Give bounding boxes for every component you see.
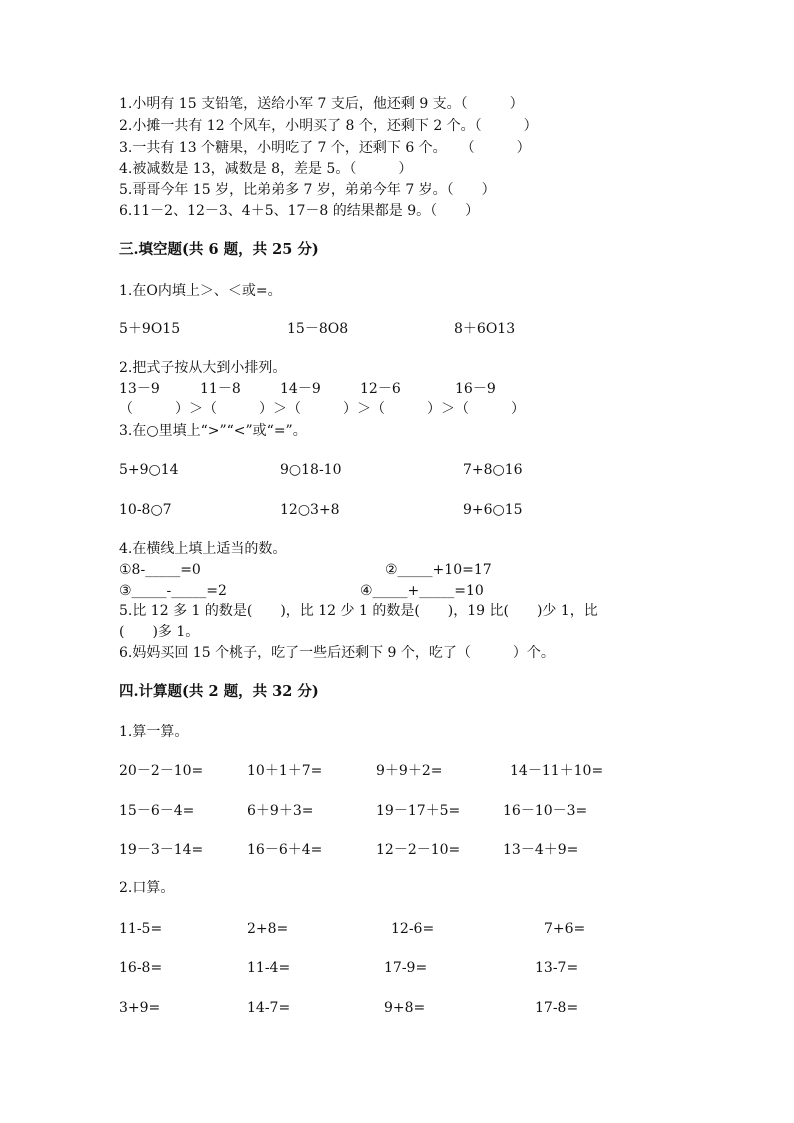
judge-q2: 2.小摊一共有 12 个风车，小明买了 8 个，还剩下 2 个。（ ） [119,118,538,134]
calc-item: 15－6－4= [119,803,195,819]
calc-item: 20－2－10= [119,763,204,779]
s3-q4-d: ④_____+_____=10 [360,583,484,599]
s3-q3-r2c: 9+6○15 [463,502,523,518]
judge-q5: 5.哥哥今年 15 岁，比弟弟多 7 岁，弟弟今年 7 岁。（ ） [119,182,496,198]
s3-q6: 6.妈妈买回 15 个桃子，吃了一些后还剩下 9 个，吃了（ ）个。 [119,645,555,661]
oral-item: 13-7= [535,960,579,976]
s3-q1-expr-b: 15－8O8 [287,321,349,337]
s3-q3-r1c: 7+8○16 [463,462,523,478]
calc-item: 16－6＋4= [247,842,323,858]
calc-item: 16－10－3= [503,803,588,819]
s3-q2-expr-3: 14－9 [280,381,321,397]
calc-item: 14－11＋10= [510,763,604,779]
s4-q1-prompt: 1.算一算。 [119,724,189,740]
section4-title: 四.计算题(共 2 题，共 32 分) [119,683,319,700]
s3-q4-prompt: 4.在横线上填上适当的数。 [119,541,287,557]
s3-q3-r1b: 9○18-10 [280,462,342,478]
judge-q3: 3.一共有 13 个糖果，小明吃了 7 个，还剩下 6 个。 （ ） [119,140,531,156]
section3-title: 三.填空题(共 6 题，共 25 分) [119,241,319,258]
oral-item: 17-8= [535,1000,579,1016]
s3-q3-r2a: 10-8○7 [119,502,172,518]
oral-item: 11-5= [119,921,163,937]
s3-q3-prompt: 3.在○里填上“>”“<”或“=”。 [119,423,307,439]
s3-q2-expr-5: 16－9 [455,381,496,397]
oral-item: 16-8= [119,960,163,976]
s3-q5-line1: 5.比 12 多 1 的数是( )，比 12 少 1 的数是( )，19 比( )少 1，比 [119,603,598,619]
oral-item: 9+8= [384,1000,426,1016]
s3-q1-expr-c: 8＋6O13 [454,321,516,337]
s3-q2-expr-1: 13－9 [119,381,160,397]
s3-q2-expr-2: 11－8 [200,381,241,397]
calc-item: 9＋9＋2= [376,763,443,779]
s3-q3-r2b: 12○3+8 [280,502,340,518]
judge-q6: 6.11－2、12－3、4＋5、17－8 的结果都是 9。（ ） [119,203,480,219]
calc-item: 19－17＋5= [376,803,461,819]
oral-item: 14-7= [247,1000,291,1016]
calc-item: 19－3－14= [119,842,204,858]
oral-item: 2+8= [247,921,289,937]
calc-item: 13－4＋9= [503,842,579,858]
judge-q4: 4.被减数是 13，减数是 8，差是 5。（ ） [119,161,413,177]
oral-item: 12-6= [391,921,435,937]
s3-q2-order: （ ）＞（ ）＞（ ）＞（ ）＞（ ） [119,401,525,417]
s3-q3-r1a: 5+9○14 [119,462,179,478]
s3-q1-prompt: 1.在O内填上＞、＜或=。 [119,283,282,299]
s3-q2-expr-4: 12－6 [360,381,401,397]
s4-q2-prompt: 2.口算。 [119,880,175,896]
oral-item: 17-9= [384,960,428,976]
judge-q1: 1.小明有 15 支铅笔，送给小军 7 支后，他还剩 9 支。（ ） [119,96,524,112]
s3-q4-c: ③_____-_____=2 [119,583,227,599]
calc-item: 12－2－10= [376,842,461,858]
oral-item: 7+6= [544,921,586,937]
s3-q4-a: ①8-_____=0 [119,562,201,578]
oral-item: 11-4= [247,960,291,976]
s3-q5-line2: ( )多 1。 [119,624,200,640]
calc-item: 6＋9＋3= [247,803,314,819]
s3-q2-prompt: 2.把式子按从大到小排列。 [119,360,287,376]
calc-item: 10＋1＋7= [247,763,323,779]
s3-q1-expr-a: 5＋9O15 [119,321,181,337]
s3-q4-b: ②_____+10=17 [385,562,492,578]
oral-item: 3+9= [119,1000,161,1016]
